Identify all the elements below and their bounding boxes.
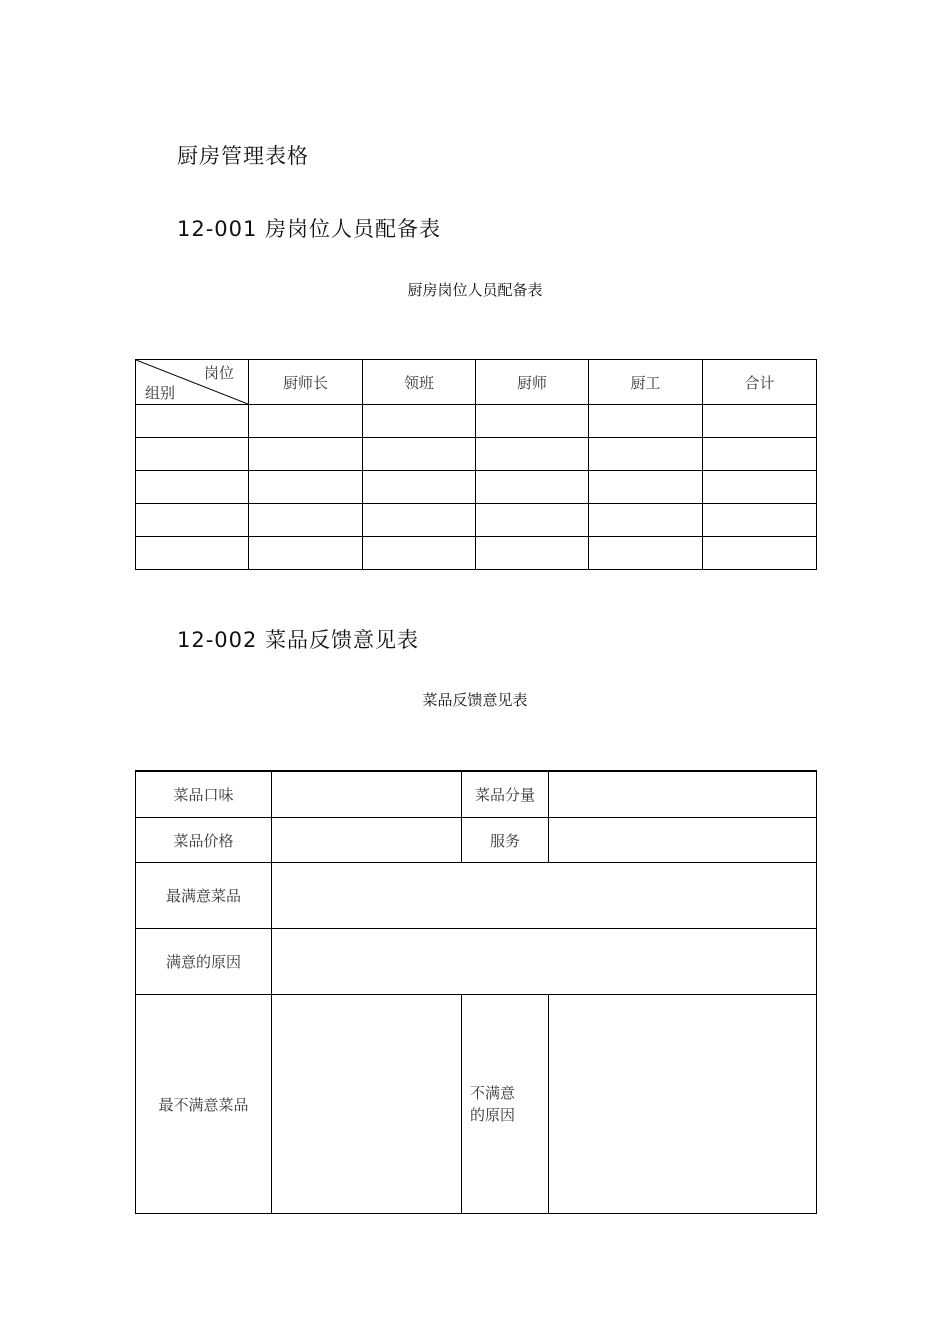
least-satisfied-label: 最不满意菜品 bbox=[136, 995, 272, 1214]
table-cell[interactable] bbox=[136, 504, 249, 537]
table-row bbox=[136, 771, 817, 818]
price-field[interactable] bbox=[272, 818, 462, 863]
column-header: 厨师 bbox=[476, 360, 589, 405]
table-cell[interactable] bbox=[363, 504, 476, 537]
unsatisfied-reason-label bbox=[462, 995, 549, 1214]
table-header-row bbox=[136, 360, 817, 405]
table-cell[interactable] bbox=[476, 405, 589, 438]
table-cell[interactable] bbox=[703, 504, 817, 537]
price-label: 菜品价格 bbox=[136, 818, 272, 863]
table-cell[interactable] bbox=[703, 438, 817, 471]
unsatisfied-reason-line1: 不满意 bbox=[470, 1084, 516, 1102]
table-cell[interactable] bbox=[589, 438, 703, 471]
unsatisfied-reason-line2: 的原因 bbox=[470, 1106, 516, 1124]
table-cell[interactable] bbox=[136, 471, 249, 504]
table-row bbox=[136, 995, 817, 1214]
portion-field[interactable] bbox=[549, 771, 817, 818]
table-row bbox=[136, 929, 817, 995]
table-cell[interactable] bbox=[136, 537, 249, 570]
least-satisfied-field[interactable] bbox=[272, 995, 462, 1214]
table-cell[interactable] bbox=[703, 405, 817, 438]
table-cell[interactable] bbox=[476, 438, 589, 471]
table-row bbox=[136, 863, 817, 929]
table-row bbox=[136, 471, 817, 504]
column-header: 领班 bbox=[363, 360, 476, 405]
service-field[interactable] bbox=[549, 818, 817, 863]
table-cell[interactable] bbox=[476, 504, 589, 537]
table-cell[interactable] bbox=[589, 471, 703, 504]
table-cell[interactable] bbox=[589, 504, 703, 537]
table-cell[interactable] bbox=[476, 471, 589, 504]
staff-table-title: 厨房岗位人员配备表 bbox=[407, 281, 543, 299]
taste-label: 菜品口味 bbox=[136, 771, 272, 818]
table-cell[interactable] bbox=[249, 438, 363, 471]
table-row bbox=[136, 504, 817, 537]
table-row bbox=[136, 818, 817, 863]
table-row bbox=[136, 405, 817, 438]
service-label: 服务 bbox=[462, 818, 549, 863]
most-satisfied-field[interactable] bbox=[272, 863, 817, 929]
table-cell[interactable] bbox=[136, 438, 249, 471]
corner-label-position: 岗位 bbox=[203, 364, 234, 382]
table-cell[interactable] bbox=[703, 471, 817, 504]
portion-label: 菜品分量 bbox=[462, 771, 549, 818]
section2-heading: 12-002 菜品反馈意见表 bbox=[177, 628, 420, 652]
table-cell[interactable] bbox=[363, 471, 476, 504]
column-header: 厨师长 bbox=[249, 360, 363, 405]
table-cell[interactable] bbox=[363, 537, 476, 570]
table-cell[interactable] bbox=[136, 405, 249, 438]
column-header: 厨工 bbox=[589, 360, 703, 405]
corner-label-group: 组别 bbox=[145, 384, 176, 402]
dish-feedback-table bbox=[135, 770, 817, 1214]
table-cell[interactable] bbox=[476, 537, 589, 570]
table-cell[interactable] bbox=[703, 537, 817, 570]
most-satisfied-label: 最满意菜品 bbox=[136, 863, 272, 929]
table-cell[interactable] bbox=[589, 405, 703, 438]
satisfied-reason-label: 满意的原因 bbox=[136, 929, 272, 995]
table-row bbox=[136, 438, 817, 471]
table-cell[interactable] bbox=[589, 537, 703, 570]
table-cell[interactable] bbox=[249, 504, 363, 537]
table-cell[interactable] bbox=[363, 438, 476, 471]
taste-field[interactable] bbox=[272, 771, 462, 818]
corner-header-cell bbox=[136, 360, 249, 405]
satisfied-reason-field[interactable] bbox=[272, 929, 817, 995]
table-cell[interactable] bbox=[249, 471, 363, 504]
table-cell[interactable] bbox=[249, 405, 363, 438]
unsatisfied-reason-field[interactable] bbox=[549, 995, 817, 1214]
table-row bbox=[136, 537, 817, 570]
feedback-table-title: 菜品反馈意见表 bbox=[422, 691, 528, 709]
staff-allocation-table bbox=[135, 359, 817, 570]
table-cell[interactable] bbox=[363, 405, 476, 438]
column-header: 合计 bbox=[703, 360, 817, 405]
table-cell[interactable] bbox=[249, 537, 363, 570]
page-title: 厨房管理表格 bbox=[177, 144, 309, 168]
section1-heading: 12-001 房岗位人员配备表 bbox=[177, 217, 442, 241]
